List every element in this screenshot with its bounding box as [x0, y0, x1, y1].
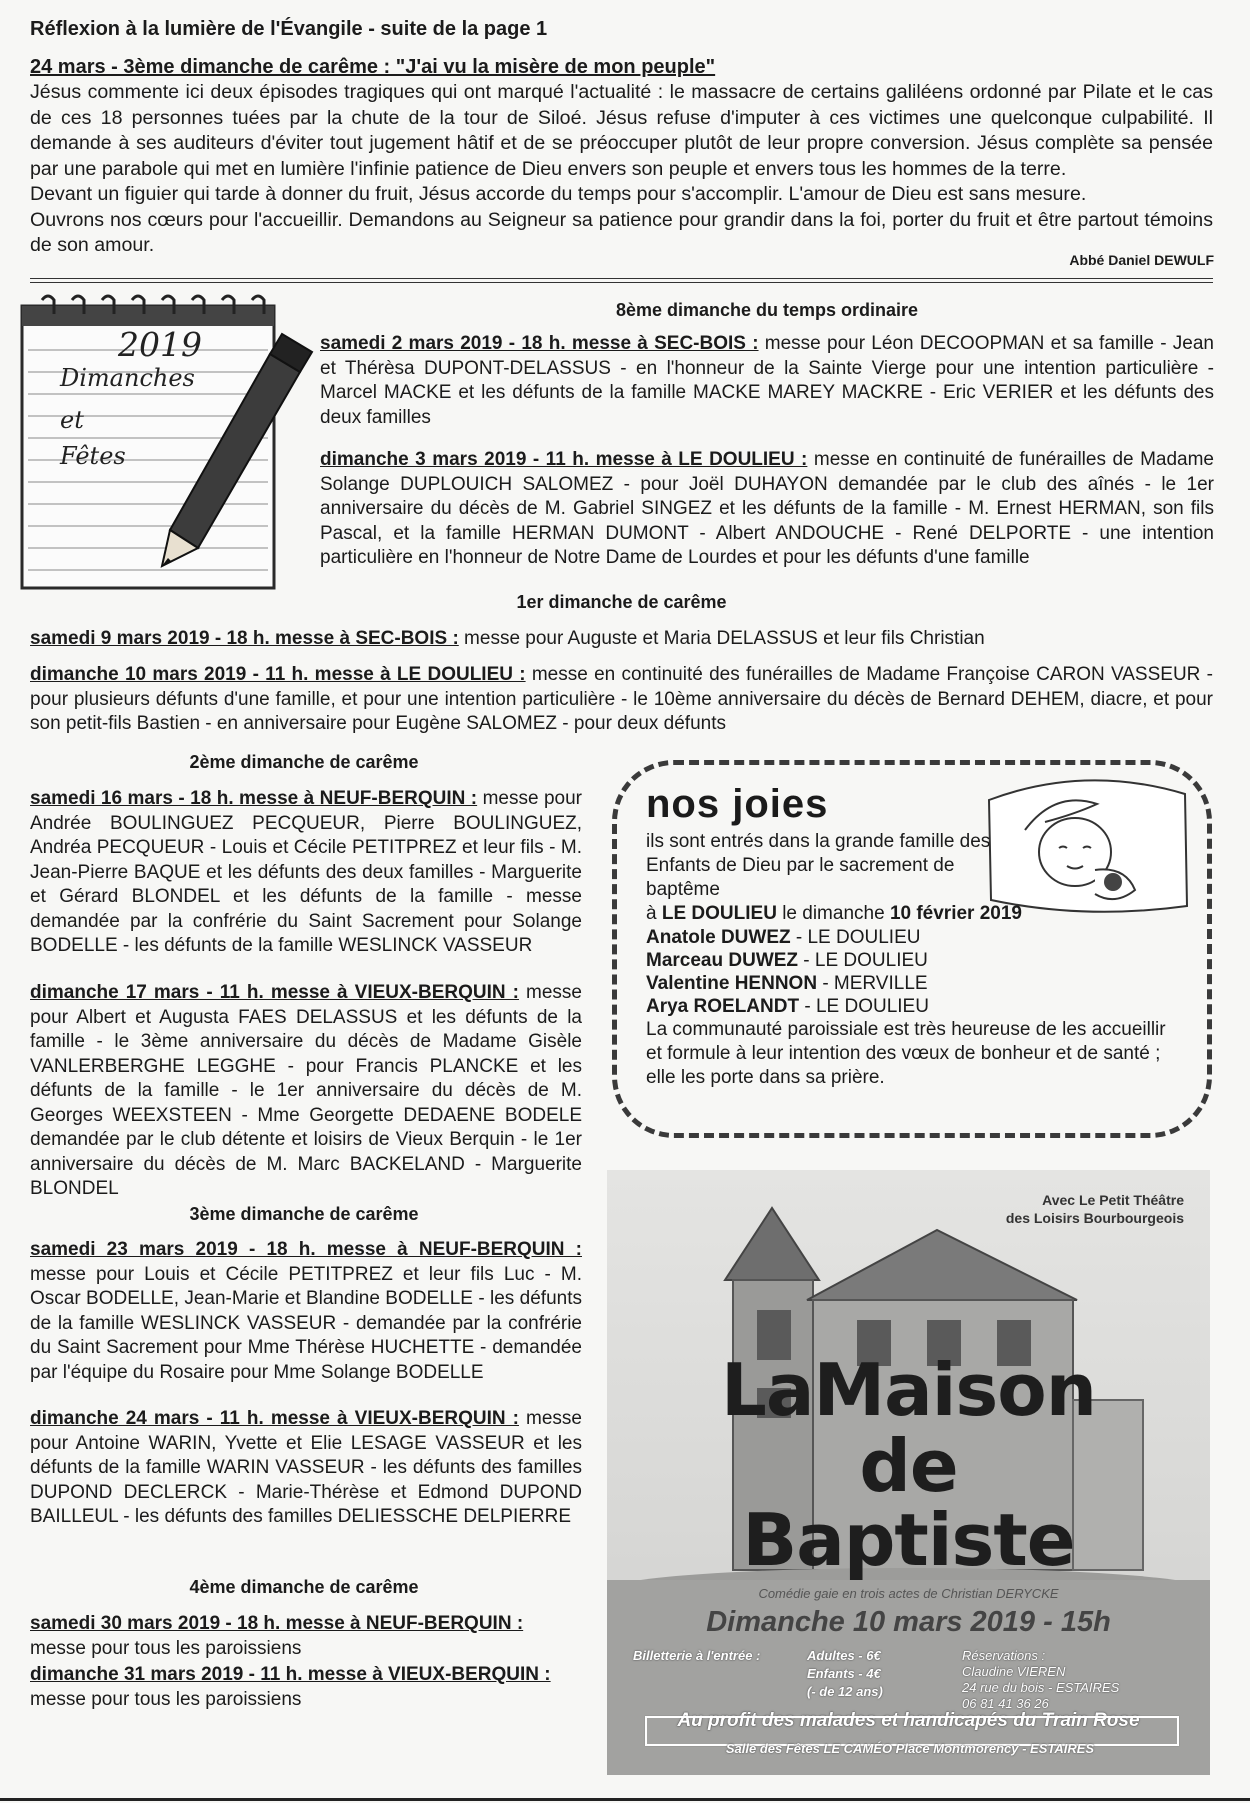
- child-name: Valentine HENNON: [646, 973, 818, 994]
- mass-entry-text: messe pour tous les paroissiens: [30, 1637, 302, 1659]
- mass-entry-text: messe pour Léon DECOOPMAN et sa famille - Jean et Thérèsa DUPONT-DELASSUS - en l'honneur de la Sainte Vierge pour une intention particulière - Marcel MACKE et les défunts de la famille MACKE MAREY MACKRE - Eric VERIER et les défunts des deux familles: [320, 333, 1214, 428]
- child-town: - MERVILLE: [817, 973, 928, 994]
- mass-entry-text: messe pour Louis et Cécile PETITPREZ et leur fils Luc - M. Oscar BODELLE, Jean-Marie et Blandine BODELLE - les défunts de la famille WESLINCK VASSEUR - demandée par la confrérie du Saint Sacrement pour Mme Thérèse HUCHETTE - demandée par l'équipe du Rosaire pour Mme Solange BODELLE: [30, 1263, 582, 1383]
- poster-title: Baptiste: [742, 1498, 1075, 1582]
- poster-reservations: Réservations :: [962, 1648, 1046, 1663]
- mass-entry: [30, 981, 582, 1202]
- poster-ticketing: Billetterie à l'entrée :: [633, 1648, 761, 1663]
- notepad-line1: Dimanches: [60, 364, 195, 392]
- mass-entry: [30, 1663, 582, 1712]
- child-name: Arya ROELANDT: [646, 996, 800, 1017]
- section-heading-2: 2ème dimanche de carême: [189, 752, 419, 772]
- mass-entry: [30, 787, 582, 959]
- poster-price-children: Enfants - 4€: [807, 1666, 881, 1681]
- poster-age-note: (- de 12 ans): [807, 1684, 883, 1699]
- joies-closing: La communauté paroissiale est très heureuse de les accueillir et formule à leur intention des vœux de bonheur et de santé ; elle les porte dans sa prière.: [646, 1019, 1166, 1088]
- poster-date: Dimanche 10 mars 2019 - 15h: [706, 1606, 1111, 1638]
- bottom-border: [0, 1798, 1250, 1801]
- child-town: - LE DOULIEU: [799, 996, 929, 1017]
- reflection-paragraph: Devant un figuier qui tarde à donner du fruit, Jésus accorde du temps pour s'accomplir. L'amour de Dieu est sans mesure.: [30, 183, 1087, 205]
- mass-entry-text: messe pour Albert et Augusta FAES DELASSUS et les défunts de la famille - le 3ème anniversaire du décès de Madame Gisèle VANLERBERGHE LEGGHE - pour Francis PLANCKE et les défunts de la famille - le 1er anniversaire du décès de M. Georges WEEXSTEEN - Mme Georgette DEDAENE BODELE demandée par le club détente et loisirs de Vieux Berquin - le 1er anniversaire du décès de M. Marc BACKELAND - Marguerite BLONDEL: [30, 982, 582, 1199]
- joies-intro: ils sont entrés dans la grande famille des Enfants de Dieu par le sacrement de baptême: [646, 831, 991, 900]
- mass-entry-lead: samedi 16 mars - 18 h. messe à NEUF-BERQUIN :: [30, 788, 478, 809]
- joies-place: LE DOULIEU: [661, 903, 777, 924]
- poster-reservations-phone: 06 81 41 36 26: [962, 1696, 1049, 1711]
- mass-entry-text: messe pour Auguste et Maria DELASSUS et leur fils Christian: [458, 628, 985, 649]
- baptized-child: [646, 972, 928, 996]
- mass-entry-text: messe en continuité des funérailles de Madame Françoise CARON VASSEUR - pour plusieurs défunts d'une famille, et pour une intention particulière - le 10ème anniversaire du décès de Bernard DEHEM, diacre, et pour son petit-fils Bastien - en anniversaire pour Eugène SALOMEZ - pour deux défunts: [30, 664, 1213, 734]
- section-heading-8: 8ème dimanche du temps ordinaire: [615, 300, 919, 320]
- poster-profit: Au profit des malades et handicapés du Train Rose: [677, 1710, 1140, 1731]
- baptized-child: [646, 995, 929, 1019]
- joies-date-prefix: le dimanche: [776, 903, 890, 924]
- poster-reservations-name: Claudine VIEREN: [962, 1664, 1066, 1679]
- joies-title: nos joies: [646, 782, 829, 826]
- section-heading-1: 1er dimanche de carême: [516, 592, 727, 612]
- poster-venue: Salle des Fêtes LE CAMÉO Place Montmorency - ESTAIRES: [725, 1741, 1095, 1756]
- reflection-paragraph: Jésus commente ici deux épisodes tragiques qui ont marqué l'actualité : le massacre de certains galiléens ordonné par Pilate et le cas de ces 18 personnes tuées par la chute de la tour de Siloé. Jésus refuse d'imputer à ces victimes une quelconque culpabilité. Il demande à ses auditeurs d'éviter tout jugement hâtif et de se préoccuper plutôt de leur propre conversion. Jésus complète sa pensée par une parabole qui met en lumière l'infinie patience de Dieu envers son peuple et envers tous les hommes de la terre.: [30, 81, 1213, 180]
- mass-entry: [30, 627, 1213, 652]
- reflection-paragraph: Ouvrons nos cœurs pour l'accueillir. Demandons au Seigneur sa patience pour grandir dans la foi, porter du fruit et être partout témoins de son amour.: [30, 208, 1213, 256]
- baptized-child: [646, 926, 920, 950]
- mass-entry-text: messe en continuité de funérailles de Madame Solange DUPLOUICH SALOMEZ - pour Joël DUHAYON demandée par le club des aînés - le 1er anniversaire du décès de M. Gabriel SINGEZ et les défunts de la famille - M. Ernest HERMAN, son fils Pascal, et la famille HERMAN DUMONT - Albert ANDOUCHE - René DELPORTE - une intention particulière en l'honneur de Notre Dame de Lourdes et pour les défunts d'une famille: [320, 449, 1214, 568]
- theatre-poster: [607, 1170, 1210, 1775]
- mass-entry-text: messe pour Antoine WARIN, Yvette et Elie LESAGE VASSEUR et les défunts de la famille WARIN VASSEUR - les défunts des familles DUPOND DECLERCK - Marie-Thérèse et Edmond DUPOND BAILLEUL - les défunts des familles DELIESSCHE DELPIERRE: [30, 1408, 582, 1527]
- mass-entry-lead: dimanche 3 mars 2019 - 11 h. messe à LE DOULIEU :: [320, 449, 808, 470]
- mass-entry-lead: dimanche 10 mars 2019 - 11 h. messe à LE DOULIEU :: [30, 664, 526, 685]
- mass-entry: [320, 448, 1214, 571]
- divider: [30, 282, 1213, 283]
- joies-place-line: [646, 902, 1166, 926]
- mass-entry-lead: dimanche 17 mars - 11 h. messe à VIEUX-BERQUIN :: [30, 982, 519, 1003]
- poster-title: de: [859, 1424, 958, 1508]
- mass-entry: [30, 663, 1213, 737]
- poster-subtitle: Comédie gaie en trois actes de Christian DERYCKE: [758, 1586, 1059, 1601]
- poster-credit-line: Avec Le Petit Théâtre: [1042, 1192, 1184, 1208]
- mass-entry: [30, 1407, 582, 1530]
- poster-price-adults: Adultes - 6€: [807, 1648, 881, 1663]
- notepad-year: 2019: [118, 325, 202, 364]
- joies-place-prefix: à: [646, 903, 662, 924]
- page-title: Réflexion à la lumière de l'Évangile - suite de la page 1: [30, 18, 548, 40]
- child-town: - LE DOULIEU: [798, 950, 928, 971]
- poster-credit-line: des Loisirs Bourbourgeois: [1005, 1210, 1184, 1226]
- reflection-text: [30, 80, 1213, 259]
- mass-entry-lead: dimanche 31 mars 2019 - 11 h. messe à VIEUX-BERQUIN :: [30, 1664, 551, 1685]
- child-town: - LE DOULIEU: [790, 927, 921, 948]
- joies-date: 10 février 2019: [889, 903, 1022, 924]
- mass-entry-lead: samedi 23 mars 2019 - 18 h. messe à NEUF-BERQUIN :: [30, 1239, 582, 1260]
- child-name: Anatole DUWEZ: [646, 927, 791, 948]
- mass-entry-lead: samedi 2 mars 2019 - 18 h. messe à SEC-BOIS :: [320, 333, 759, 354]
- poster-title: LaMaison: [721, 1348, 1096, 1432]
- notepad-line2: et: [60, 406, 84, 434]
- poster-reservations-address: 24 rue du bois - ESTAIRES: [962, 1680, 1120, 1695]
- section-heading-3: 3ème dimanche de carême: [189, 1204, 419, 1224]
- reading-heading: 24 mars - 3ème dimanche de carême : "J'ai vu la misère de mon peuple": [30, 56, 716, 78]
- notepad-icon: [20, 292, 320, 592]
- mass-entry-lead: samedi 30 mars 2019 - 18 h. messe à NEUF-BERQUIN :: [30, 1613, 524, 1634]
- baptized-child: [646, 949, 928, 973]
- mass-entry: [30, 1612, 582, 1661]
- mass-entry-text: messe pour Andrée BOULINGUEZ PECQUEUR, Pierre BOULINGUEZ, Andréa PECQUEUR - Louis et Cécile PETITPREZ et leur fils - M. Jean-Pierre BAQUE et les défunts des deux familles - Marguerite et Gérard BLONDEL et les défunts de la famille - messe demandée par la confrérie du Saint Sacrement pour Solange BODELLE - les défunts de la famille WESLINCK VASSEUR: [30, 788, 583, 956]
- mass-entry: [30, 1238, 582, 1385]
- mass-entry-lead: samedi 9 mars 2019 - 18 h. messe à SEC-BOIS :: [30, 628, 459, 649]
- mass-entry-lead: dimanche 24 mars - 11 h. messe à VIEUX-BERQUIN :: [30, 1408, 519, 1429]
- mass-entry-text: messe pour tous les paroissiens: [30, 1688, 302, 1710]
- divider: [30, 278, 1213, 279]
- notepad-line3: Fêtes: [60, 442, 126, 470]
- child-name: Marceau DUWEZ: [646, 950, 799, 971]
- section-heading-4: 4ème dimanche de carême: [189, 1577, 419, 1597]
- mass-entry: [320, 332, 1214, 430]
- signature: Abbé Daniel DEWULF: [1069, 252, 1214, 268]
- notepad-illustration: [20, 292, 320, 592]
